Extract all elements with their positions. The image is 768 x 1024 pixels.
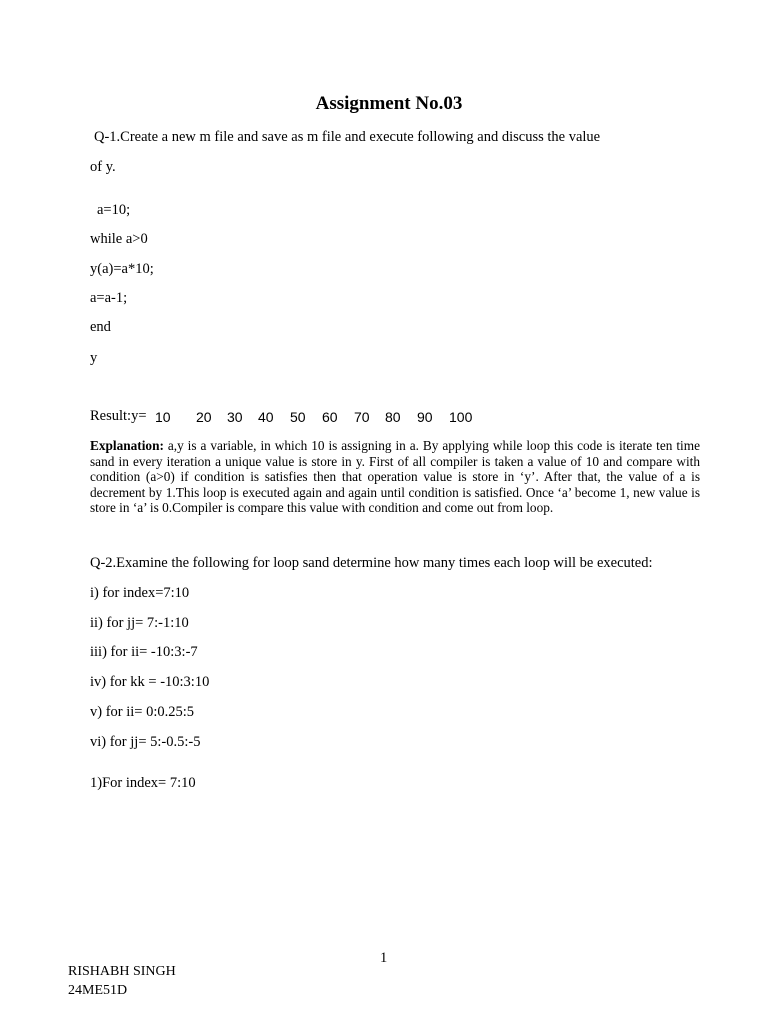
result-value: 60 [322, 409, 338, 425]
code-line-1: a=10; [97, 202, 131, 218]
document-title: Assignment No.03 [315, 93, 463, 114]
code-line-5: end [90, 319, 111, 335]
loop-item: iv) for kk = -10:3:10 [90, 674, 210, 690]
code-line-2: while a>0 [90, 231, 148, 247]
result-label: Result:y= [90, 408, 147, 424]
loop-item: i) for index=7:10 [90, 585, 190, 601]
result-values [0, 409, 768, 429]
loop-item: vi) for jj= 5:-0.5:-5 [90, 734, 201, 750]
result-value: 20 [196, 409, 212, 425]
loop-item: iii) for ii= -10:3:-7 [90, 644, 198, 660]
explanation-paragraph [90, 438, 700, 516]
footer-name: RISHABH SINGH [68, 964, 176, 979]
result-value: 80 [385, 409, 401, 425]
q1-line-2: of y. [90, 159, 116, 175]
loop-item: ii) for jj= 7:-1:10 [90, 615, 189, 631]
result-value: 50 [290, 409, 306, 425]
result-value: 100 [449, 409, 473, 425]
result-value: 30 [227, 409, 243, 425]
result-value: 10 [155, 409, 171, 425]
result-value: 90 [417, 409, 433, 425]
explanation-label: Explanation: [90, 438, 164, 453]
result-value: 40 [258, 409, 274, 425]
code-line-3: y(a)=a*10; [90, 261, 154, 277]
q1-line-1: Q-1.Create a new m file and save as m file and execute following and discuss the value [94, 129, 601, 145]
code-line-4: a=a-1; [90, 290, 128, 306]
footer-roll: 24ME51D [68, 983, 128, 998]
code-line-6: y [90, 350, 98, 366]
explanation-text: a,y is a variable, in which 10 is assigning in a. By applying while loop this code is iterate ten time sand in every iteration a unique value is store in y. First of all compiler is taken a value of 10 and compare with condition (a>0) if condition is satisfies then that operation value is store in ‘y’. After that, the value of a is decrement by 1.This loop is executed again and again until condition is satisfied. Once ‘a’ become 1, new value is store in ‘a’ is 0.Compiler is compare this value with condition and come out from loop. [90, 438, 700, 516]
answer-heading: 1)For index= 7:10 [90, 775, 196, 791]
result-value: 70 [354, 409, 370, 425]
page-number: 1 [380, 950, 388, 966]
loop-item: v) for ii= 0:0.25:5 [90, 704, 195, 720]
q2-question: Q-2.Examine the following for loop sand determine how many times each loop will be executed: [90, 555, 653, 571]
